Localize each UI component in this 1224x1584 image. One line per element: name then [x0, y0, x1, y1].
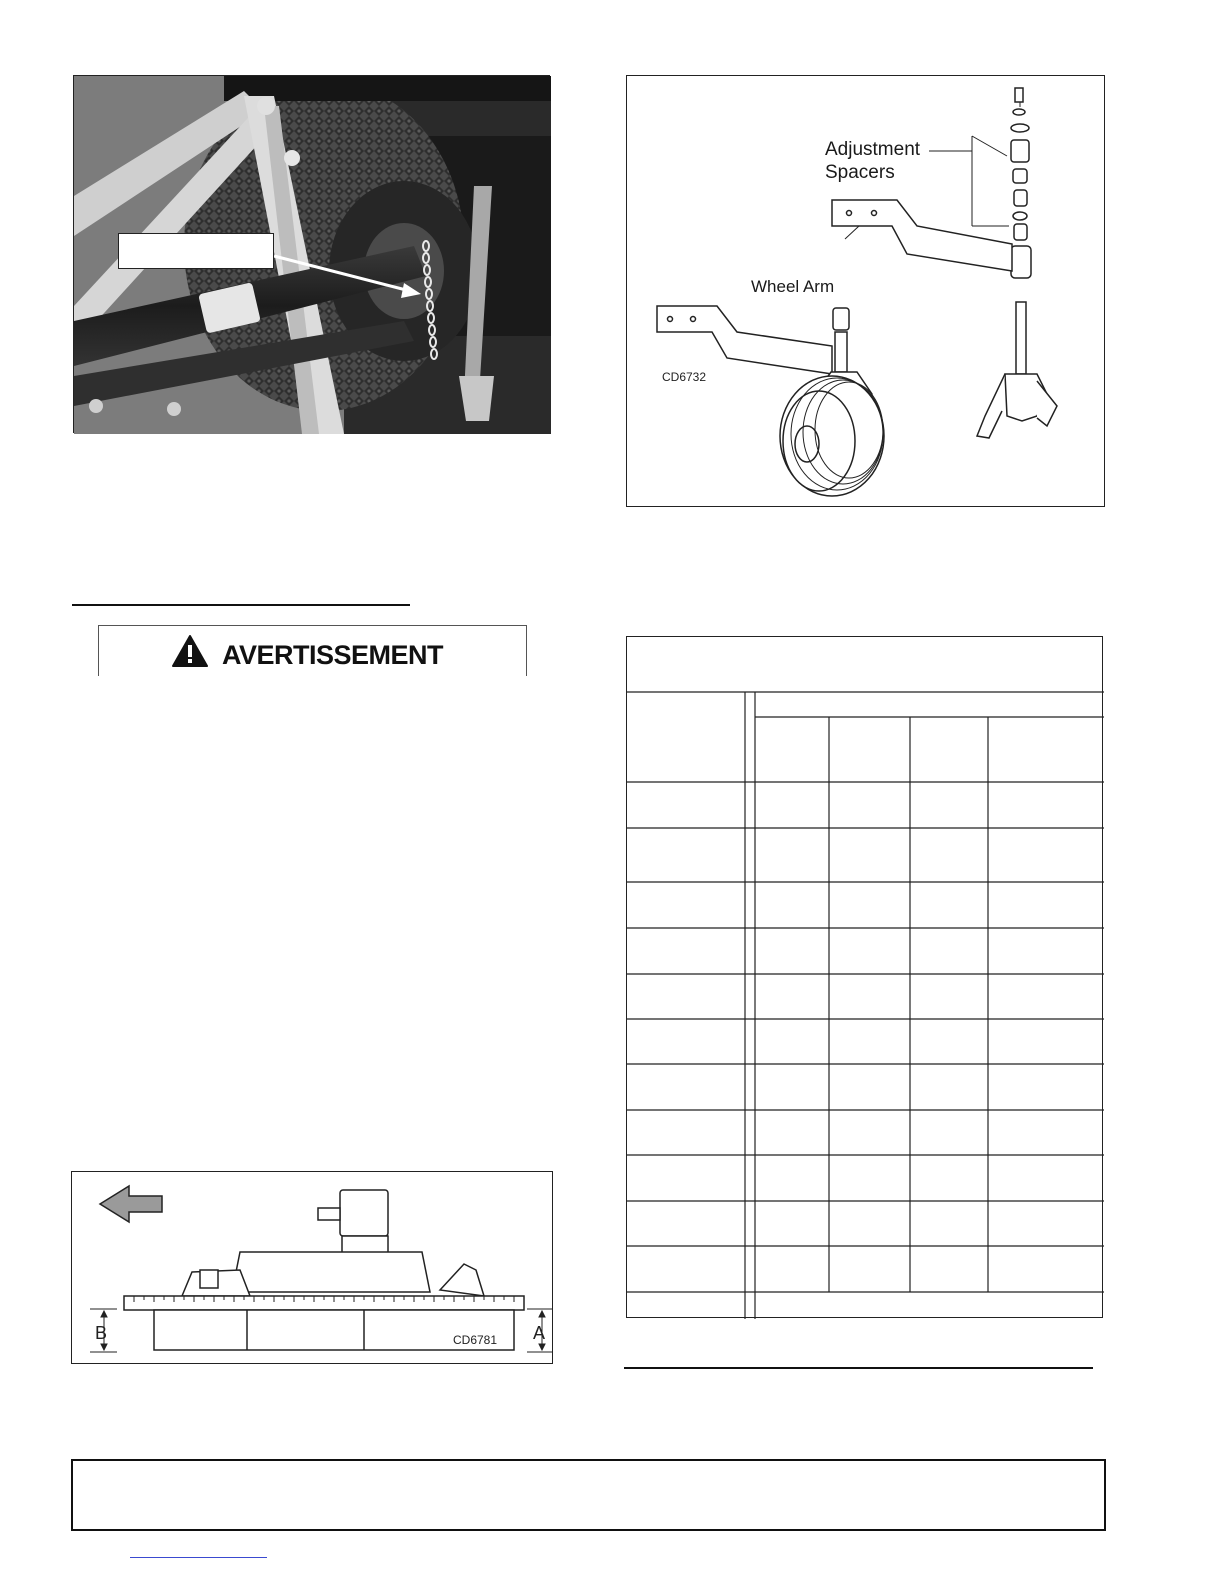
- table-bottom-rule: [624, 1367, 1093, 1369]
- spacers-label: Spacers: [825, 162, 895, 183]
- warning-title: AVERTISSEMENT: [222, 640, 444, 670]
- footer-box: [71, 1459, 1106, 1531]
- table-grid: [627, 637, 1104, 1319]
- dimension-label-b: B: [95, 1323, 108, 1343]
- photo-callout-label-box: [118, 233, 274, 269]
- dimension-label-a: A: [533, 1323, 546, 1343]
- section-heading-rule: [72, 604, 410, 606]
- figure-id-cd6781: CD6781: [453, 1333, 498, 1347]
- warning-triangle-icon: [171, 634, 209, 668]
- height-settings-table: [626, 636, 1103, 1318]
- wheel-arm-label: Wheel Arm: [751, 277, 835, 296]
- footer-link-underline[interactable]: [130, 1557, 267, 1558]
- figure-id-cd6732: CD6732: [662, 370, 707, 384]
- arrow-left-icon: [100, 1186, 162, 1222]
- adjustment-spacers-label: [825, 138, 945, 184]
- adjustment-label: Adjustment: [825, 139, 921, 160]
